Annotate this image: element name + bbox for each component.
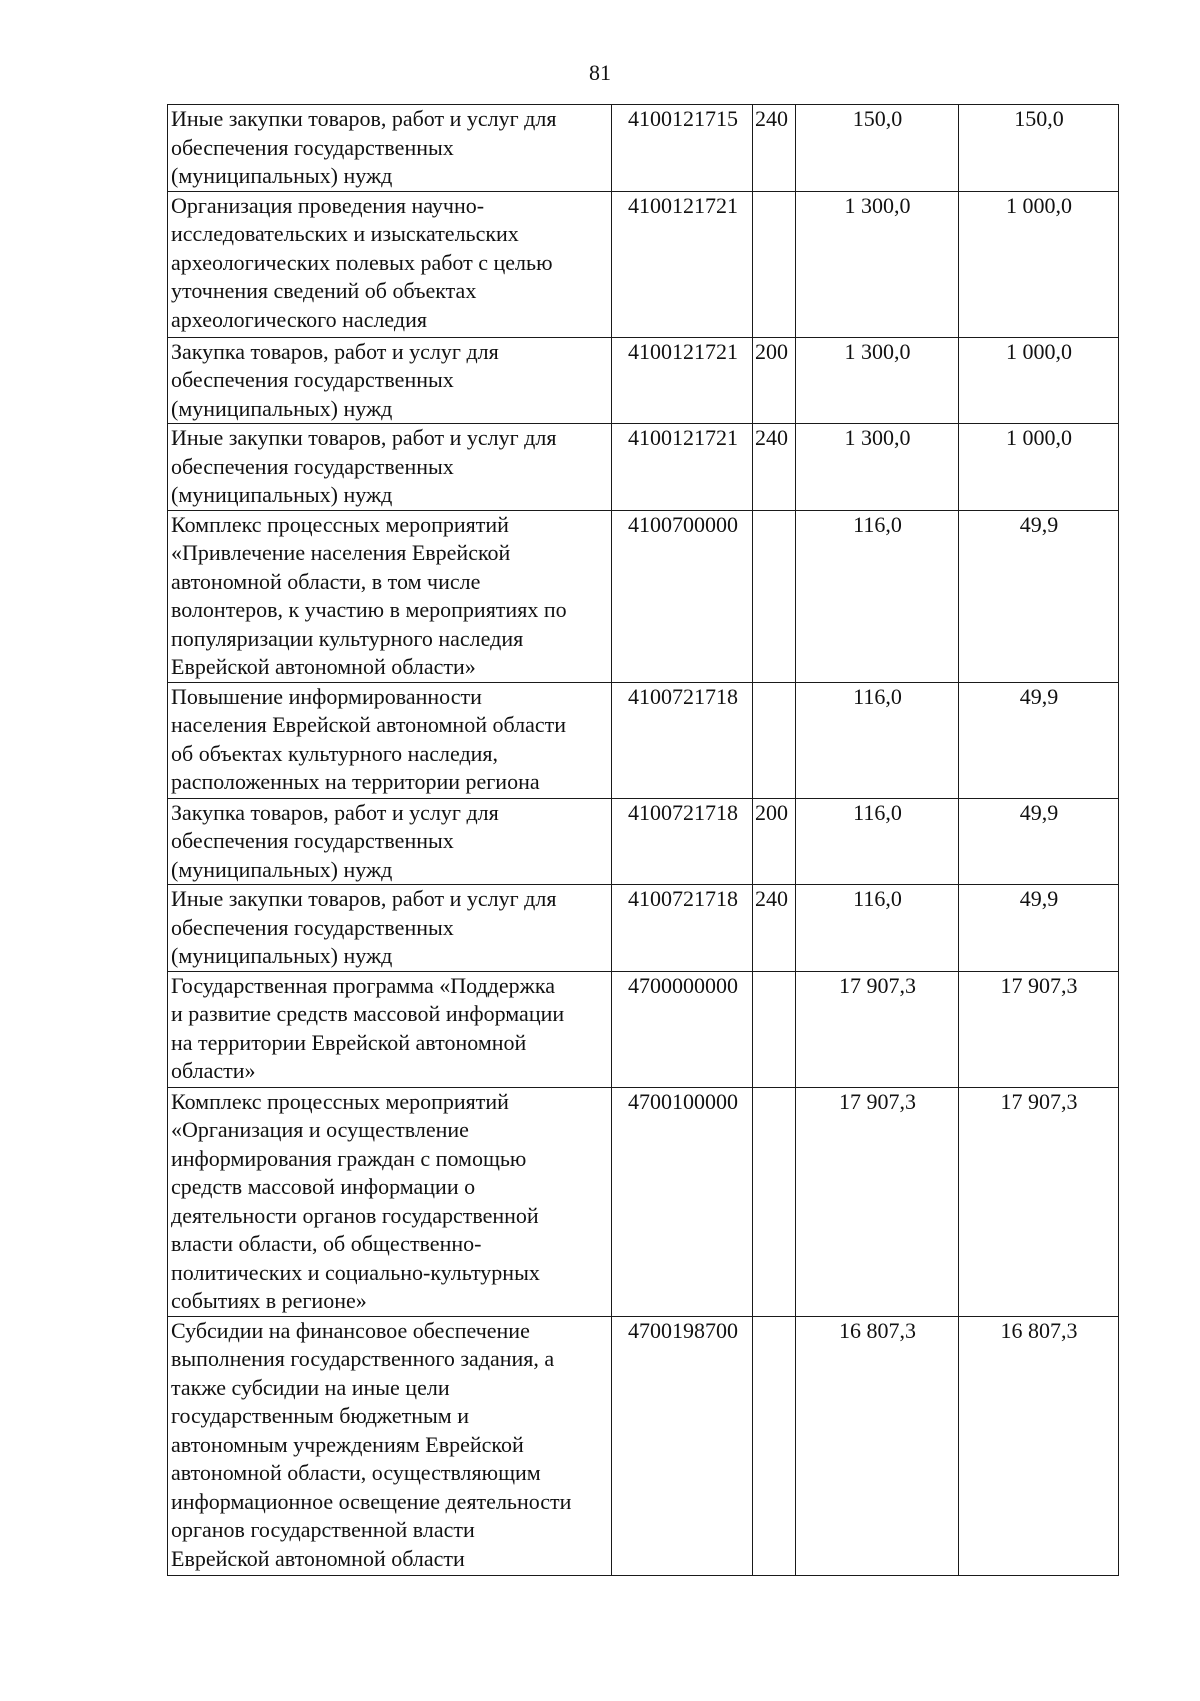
row-expense-type-cell: 240 bbox=[753, 424, 796, 511]
row-code-cell: 4700000000 bbox=[612, 971, 753, 1087]
row-amount-2-cell: 49,9 bbox=[959, 510, 1119, 682]
row-expense-type-cell: 240 bbox=[753, 105, 796, 192]
row-code-cell: 4100700000 bbox=[612, 510, 753, 682]
table-row bbox=[168, 1316, 1119, 1575]
row-code-cell: 4100721718 bbox=[612, 798, 753, 885]
row-amount-2-cell: 1 000,0 bbox=[959, 337, 1119, 424]
row-name-cell: Иные закупки товаров, работ и услуг для обеспечения государственных (муниципальных) нужд bbox=[168, 885, 612, 972]
page-number: 81 bbox=[589, 60, 611, 85]
row-code-cell: 4100121721 bbox=[612, 191, 753, 337]
row-code-cell: 4100121715 bbox=[612, 105, 753, 192]
row-expense-type-cell bbox=[753, 1316, 796, 1575]
row-amount-1-cell: 1 300,0 bbox=[796, 337, 959, 424]
row-amount-2-cell: 1 000,0 bbox=[959, 191, 1119, 337]
table-row bbox=[168, 191, 1119, 337]
row-code-cell: 4700100000 bbox=[612, 1087, 753, 1316]
row-expense-type-cell bbox=[753, 510, 796, 682]
row-name-cell: Субсидии на финансовое обеспечение выполнения государственного задания, а также субсидии на иные цели государственным бюджетным и автономным учреждениям Еврейской автономной области, осуществляющим информационное освещение деятельности органов государственной власти Еврейской автономной области bbox=[168, 1316, 612, 1575]
row-name-cell: Закупка товаров, работ и услуг для обеспечения государственных (муниципальных) нужд bbox=[168, 337, 612, 424]
row-amount-1-cell: 17 907,3 bbox=[796, 1087, 959, 1316]
table-row bbox=[168, 885, 1119, 972]
table-row bbox=[168, 337, 1119, 424]
row-name-cell: Иные закупки товаров, работ и услуг для обеспечения государственных (муниципальных) нужд bbox=[168, 424, 612, 511]
row-name-cell: Иные закупки товаров, работ и услуг для обеспечения государственных (муниципальных) нужд bbox=[168, 105, 612, 192]
row-code-cell: 4100121721 bbox=[612, 337, 753, 424]
row-code-cell: 4100721718 bbox=[612, 682, 753, 798]
row-expense-type-cell bbox=[753, 971, 796, 1087]
row-expense-type-cell: 240 bbox=[753, 885, 796, 972]
row-amount-1-cell: 116,0 bbox=[796, 798, 959, 885]
row-amount-1-cell: 116,0 bbox=[796, 885, 959, 972]
row-amount-1-cell: 1 300,0 bbox=[796, 424, 959, 511]
table-row bbox=[168, 510, 1119, 682]
row-amount-2-cell: 17 907,3 bbox=[959, 1087, 1119, 1316]
table-row bbox=[168, 1087, 1119, 1316]
row-name-cell: Закупка товаров, работ и услуг для обеспечения государственных (муниципальных) нужд bbox=[168, 798, 612, 885]
row-name-cell: Комплекс процессных мероприятий «Привлечение населения Еврейской автономной области, в том числе волонтеров, к участию в мероприятиях по популяризации культурного наследия Еврейской автономной области» bbox=[168, 510, 612, 682]
row-amount-1-cell: 16 807,3 bbox=[796, 1316, 959, 1575]
row-name-cell: Повышение информированности населения Еврейской автономной области об объектах культурного наследия, расположенных на территории региона bbox=[168, 682, 612, 798]
row-name-cell: Государственная программа «Поддержка и развитие средств массовой информации на территории Еврейской автономной области» bbox=[168, 971, 612, 1087]
table-row bbox=[168, 971, 1119, 1087]
row-amount-1-cell: 150,0 bbox=[796, 105, 959, 192]
row-amount-1-cell: 17 907,3 bbox=[796, 971, 959, 1087]
row-expense-type-cell bbox=[753, 1087, 796, 1316]
row-name-cell: Комплекс процессных мероприятий «Организация и осуществление информирования граждан с помощью средств массовой информации о деятельности органов государственной власти области, об общественно- политических и социально-культурных событиях в регионе» bbox=[168, 1087, 612, 1316]
row-expense-type-cell: 200 bbox=[753, 798, 796, 885]
row-amount-1-cell: 1 300,0 bbox=[796, 191, 959, 337]
table-row bbox=[168, 105, 1119, 192]
table-row bbox=[168, 798, 1119, 885]
row-amount-1-cell: 116,0 bbox=[796, 682, 959, 798]
row-amount-2-cell: 1 000,0 bbox=[959, 424, 1119, 511]
row-amount-2-cell: 150,0 bbox=[959, 105, 1119, 192]
row-expense-type-cell: 200 bbox=[753, 337, 796, 424]
budget-table bbox=[167, 104, 1119, 1576]
row-expense-type-cell bbox=[753, 191, 796, 337]
row-amount-2-cell: 49,9 bbox=[959, 798, 1119, 885]
row-amount-2-cell: 16 807,3 bbox=[959, 1316, 1119, 1575]
table-row bbox=[168, 424, 1119, 511]
row-amount-1-cell: 116,0 bbox=[796, 510, 959, 682]
row-code-cell: 4100721718 bbox=[612, 885, 753, 972]
row-code-cell: 4100121721 bbox=[612, 424, 753, 511]
row-amount-2-cell: 49,9 bbox=[959, 682, 1119, 798]
row-amount-2-cell: 49,9 bbox=[959, 885, 1119, 972]
row-amount-2-cell: 17 907,3 bbox=[959, 971, 1119, 1087]
row-name-cell: Организация проведения научно- исследовательских и изыскательских археологических полевых работ с целью уточнения сведений об объектах археологического наследия bbox=[168, 191, 612, 337]
table-row bbox=[168, 682, 1119, 798]
row-code-cell: 4700198700 bbox=[612, 1316, 753, 1575]
row-expense-type-cell bbox=[753, 682, 796, 798]
